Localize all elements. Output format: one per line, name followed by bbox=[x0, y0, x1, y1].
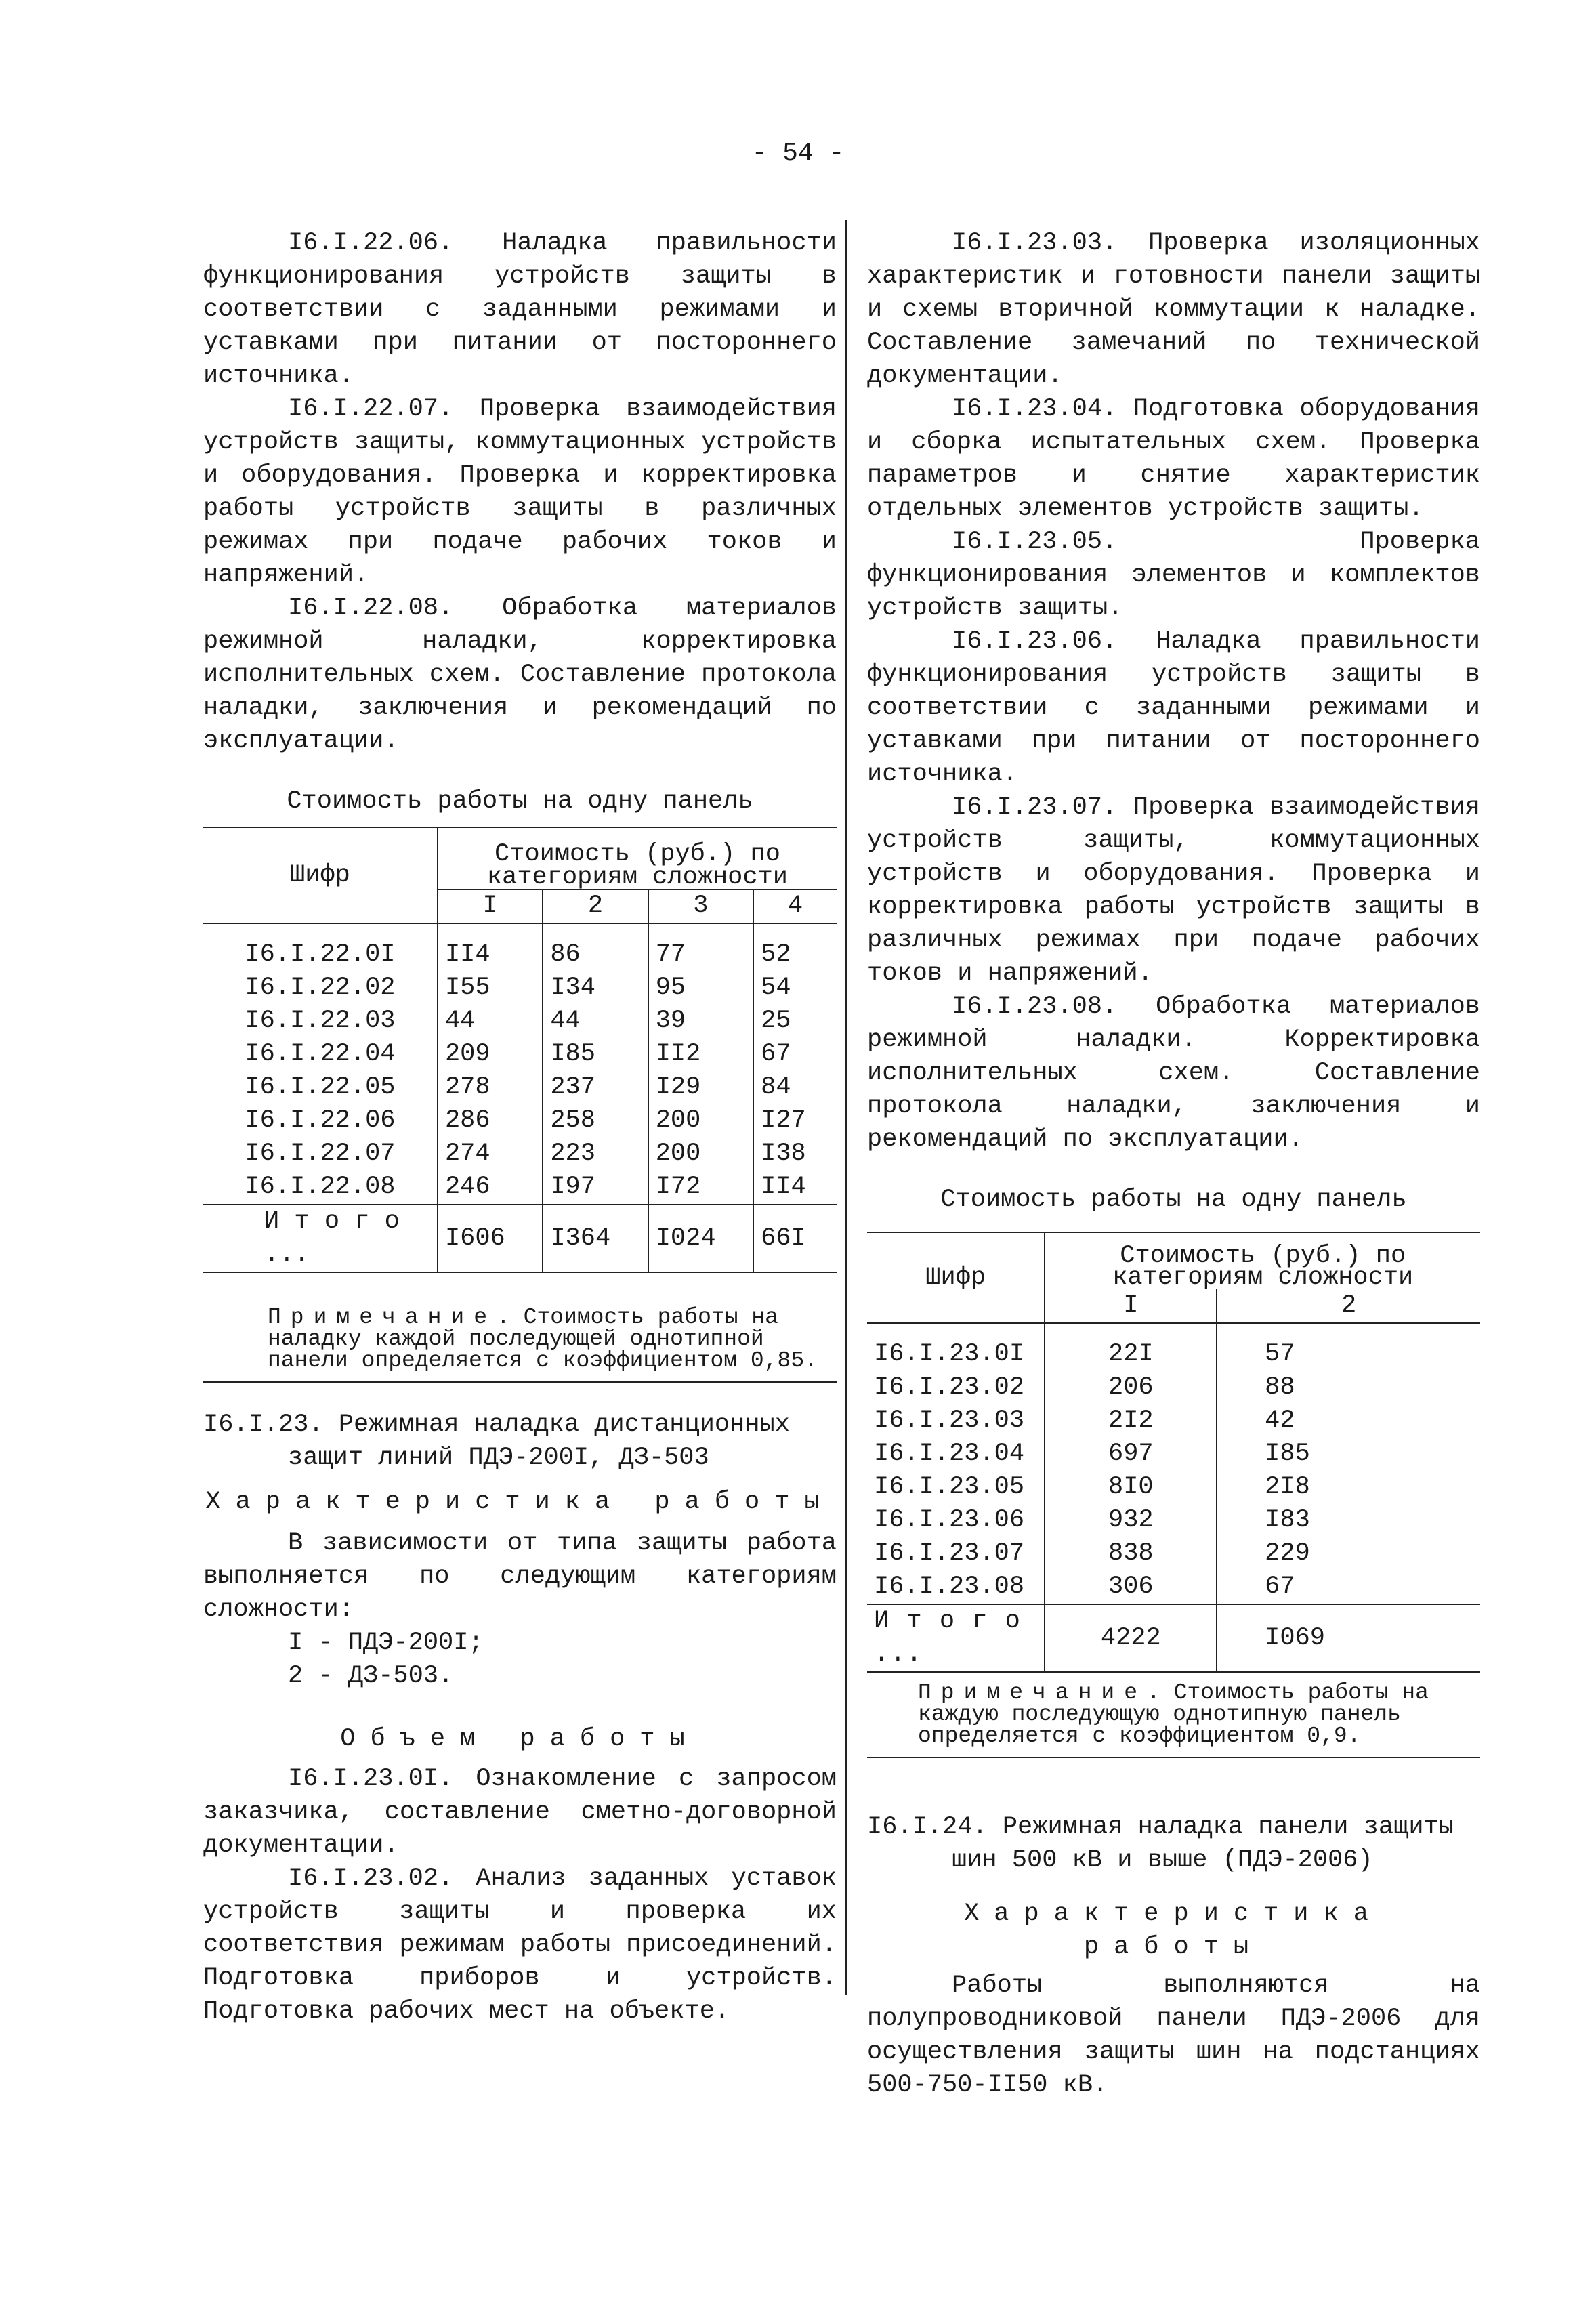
category-header: 2 bbox=[543, 890, 648, 924]
table-row: I6.I.22.0I II4 86 77 52 bbox=[203, 938, 837, 972]
category-item: I - ПДЭ-200I; bbox=[288, 1629, 484, 1657]
table-caption: Стоимость работы на одну панель bbox=[940, 1186, 1407, 1214]
table-row: I6.I.23.04 697 I85 bbox=[867, 1438, 1480, 1471]
table-row: I6.I.22.02 I55 I34 95 54 bbox=[203, 972, 837, 1005]
note-label: Примечание bbox=[268, 1305, 497, 1330]
table-total-row: И т о г о ... 4222 I069 bbox=[867, 1604, 1480, 1672]
paragraph: I6.I.23.0I. Ознакомление с запросом заказчика, составление сметно-договорной документации. bbox=[203, 1765, 837, 1860]
left-column bbox=[203, 227, 837, 2028]
paragraph: I6.I.22.07. Проверка взаимодействия устройств защиты, коммутационных устройств и оборудования. Проверка и корректировка работы устройств защиты в различных режимах при подаче рабочих токов и напряжений. bbox=[203, 395, 837, 589]
table-row: I6.I.22.08 246 I97 I72 II4 bbox=[203, 1171, 837, 1205]
characteristic-title: Характеристика работы bbox=[964, 1900, 1383, 1961]
table-row: I6.I.22.05 278 237 I29 84 bbox=[203, 1071, 837, 1104]
table-row: I6.I.23.03 2I2 42 bbox=[867, 1404, 1480, 1438]
paragraph: Работы выполняются на полупроводниковой панели ПДЭ-2006 для осуществления защиты шин на подстанциях 500-750-II50 кВ. bbox=[867, 1971, 1480, 2100]
paragraph: I6.I.22.08. Обработка материалов режимной наладки, корректировка исполнительных схем. Составление протокола наладки, заключения и рекомендаций по эксплуатации. bbox=[203, 594, 837, 755]
paragraph: В зависимости от типа защиты работа выполняется по следующим категориям сложности: bbox=[203, 1529, 837, 1624]
category-header: 3 bbox=[648, 890, 753, 924]
cost-table-left bbox=[203, 827, 837, 1273]
category-header: 2 bbox=[1341, 1291, 1357, 1320]
category-header: I bbox=[1045, 1289, 1217, 1324]
paragraph: I6.I.23.08. Обработка материалов режимной наладки. Корректировка исполнительных схем. Составление протокола наладки, заключения и рекомендаций по эксплуатации. bbox=[867, 993, 1480, 1154]
table-row: I6.I.23.07 838 229 bbox=[867, 1537, 1480, 1570]
table-row: I6.I.22.06 286 258 200 I27 bbox=[203, 1104, 837, 1137]
paragraph: I6.I.23.06. Наладка правильности функционирования устройств защиты в соответствии с заданными режимами и уставками при питании от постороннего источника. bbox=[867, 627, 1480, 789]
volume-title: Объем работы bbox=[340, 1725, 700, 1753]
right-column bbox=[867, 227, 1480, 2102]
table-row: I6.I.22.03 44 44 39 25 bbox=[203, 1005, 837, 1038]
column-header-code: Шифр bbox=[867, 1232, 1045, 1323]
note-label: Примечание bbox=[918, 1680, 1148, 1705]
table-row: I6.I.23.08 306 67 bbox=[867, 1570, 1480, 1604]
table-caption: Стоимость работы на одну панель bbox=[287, 787, 753, 816]
table-row: I6.I.22.07 274 223 200 I38 bbox=[203, 1137, 837, 1171]
paragraph: I6.I.22.06. Наладка правильности функционирования устройств защиты в соответствии с заданными режимами и уставками при питании от постороннего источника. bbox=[203, 229, 837, 390]
page-number: - 54 - bbox=[751, 139, 845, 168]
note-text: . Стоимость работы на наладку каждой последующей однотипной панели определяется с коэффициентом 0,85. bbox=[268, 1305, 818, 1373]
cost-table-right bbox=[867, 1232, 1480, 1673]
paragraph: I6.I.23.07. Проверка взаимодействия устройств защиты, коммутационных устройств и оборудования. Проверка и корректировка работы устройств защиты в различных режимах при подаче рабочих токов и напряжений. bbox=[867, 793, 1480, 988]
table-row: I6.I.23.05 8I0 2I8 bbox=[867, 1471, 1480, 1504]
column-header-cost: Стоимость (руб.) по категориям сложности bbox=[438, 827, 837, 890]
column-header-code: Шифр bbox=[203, 827, 438, 923]
category-header: I bbox=[438, 890, 543, 924]
table-note bbox=[203, 1307, 837, 1383]
table-note bbox=[867, 1682, 1480, 1758]
paragraph: I6.I.23.04. Подготовка оборудования и сборка испытательных схем. Проверка параметров и снятие характеристик отдельных элементов устройств защиты. bbox=[867, 395, 1480, 523]
category-header: 4 bbox=[787, 892, 803, 920]
table-row: I6.I.23.06 932 I83 bbox=[867, 1504, 1480, 1537]
paragraph: I6.I.23.05. Проверка функционирования элементов и комплектов устройств защиты. bbox=[867, 528, 1480, 623]
section-heading: I6.I.24. Режимная наладка панели защиты шин 500 кВ и выше (ПДЭ-2006) bbox=[867, 1813, 1454, 1875]
note-text: . Стоимость работы на каждую последующую однотипную панель определяется с коэффициентом 0,9. bbox=[918, 1680, 1429, 1749]
table-row: I6.I.23.02 206 88 bbox=[867, 1371, 1480, 1404]
section-heading: I6.I.23. Режимная наладка дистанционных защит линий ПДЭ-200I, ДЗ-503 bbox=[203, 1411, 790, 1472]
column-header-cost: Стоимость (руб.) по категориям сложности bbox=[1045, 1232, 1480, 1289]
paragraph: I6.I.23.02. Анализ заданных уставок устройств защиты и проверка их соответствия режимам работы присоединений. Подготовка приборов и устройств. Подготовка рабочих мест на объекте. bbox=[203, 1864, 837, 2026]
paragraph: I6.I.23.03. Проверка изоляционных характеристик и готовности панели защиты и схемы вторичной коммутации к наладке. Составление замечаний по технической документации. bbox=[867, 229, 1480, 390]
column-divider bbox=[845, 220, 847, 1995]
table-row: I6.I.22.04 209 I85 II2 67 bbox=[203, 1038, 837, 1071]
characteristic-title: Характеристика работы bbox=[205, 1488, 835, 1516]
category-item: 2 - ДЗ-503. bbox=[288, 1662, 454, 1690]
table-total-row: И т о г о ... I606 I364 I024 66I bbox=[203, 1205, 837, 1272]
table-row: I6.I.23.0I 22I 57 bbox=[867, 1338, 1480, 1371]
